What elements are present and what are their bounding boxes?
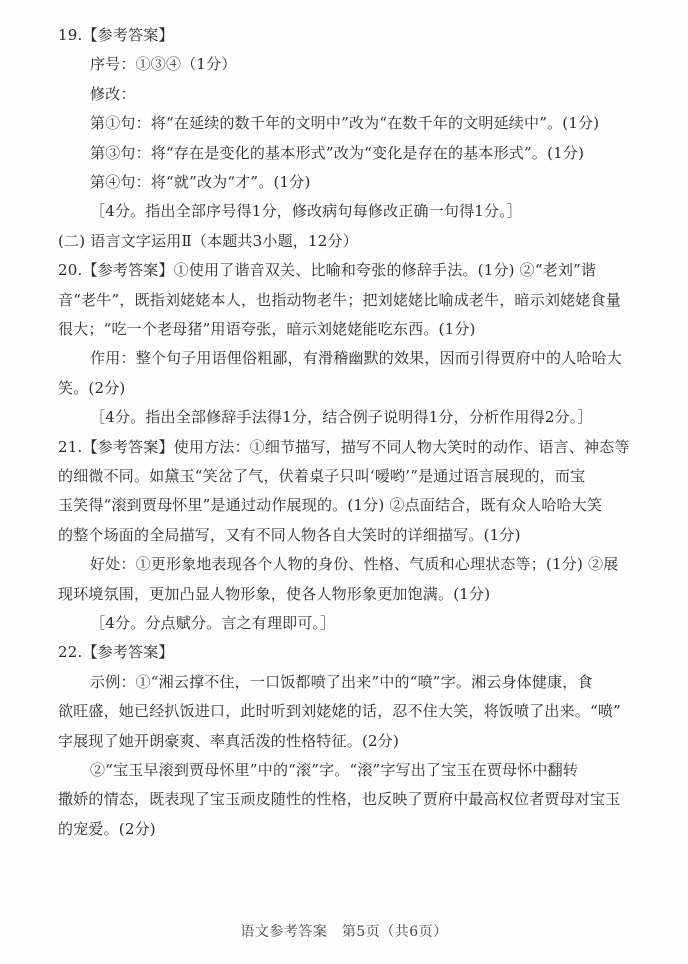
text-line: 的整个场面的全局描写，又有不同人物各自大笑时的详细描写。(1分) bbox=[58, 525, 521, 544]
text-line: ②“宝玉早滚到贾母怀里”中的“滚”字。“滚”字写出了宝玉在贾母怀中翻转 bbox=[90, 761, 579, 779]
text-line: 字展现了她开朗豪爽、率真活泼的性格特征。(2分) bbox=[58, 731, 400, 750]
text-line: ［4分。分点赋分。言之有理即可。］ bbox=[90, 614, 336, 632]
text-line: 第③句：将“存在是变化的基本形式”改为“变化是存在的基本形式”。(1分) bbox=[90, 143, 585, 162]
text-line: (二) 语言文字运用Ⅱ（本题共3小题，12分） bbox=[58, 231, 358, 250]
text-line: 现环境氛围，更加凸显人物形象，使各人物形象更加饱满。(1分) bbox=[58, 584, 491, 603]
text-line: 的宠爱。(2分) bbox=[58, 819, 156, 838]
text-line: 第④句：将“就”改为“才”。(1分) bbox=[90, 173, 311, 191]
page-footer: 语文参考答案 第5页（共6页） bbox=[240, 924, 448, 940]
text-line: 玉笑得“滚到贾母怀里”是通过动作展现的。(1分) ②点面结合，既有众人哈哈大笑 bbox=[58, 496, 603, 515]
text-line: 序号：①③④（1分） bbox=[90, 55, 237, 74]
text-line: 修改： bbox=[90, 84, 136, 103]
text-line: 音“老牛”，既指刘姥姥本人，也指动物老牛；把刘姥姥比喻成老牛，暗示刘姥姥食量 bbox=[58, 290, 621, 309]
text-line: ［4分。指出全部序号得1分，修改病句每修改正确一句得1分。］ bbox=[90, 202, 523, 221]
text-line: ［4分。指出全部修辞手法得1分，结合例子说明得1分，分析作用得2分。］ bbox=[90, 408, 593, 427]
text-line: 笑。(2分) bbox=[58, 378, 126, 397]
text-line: 第①句：将“在延续的数千年的文明中”改为“在数千年的文明延续中”。(1分) bbox=[90, 114, 600, 133]
text-line: 很大；“吃一个老母猪”用语夸张，暗示刘姥姥能吃东西。(1分) bbox=[58, 320, 476, 338]
text-line: 21.【参考答案】使用方法：①细节描写，描写不同人物大笑时的动作、语言、神态等 bbox=[58, 437, 630, 456]
text-line: 的细微不同。如黛玉“笑岔了气，伏着桌子只叫‘嗳哟’”是通过语言展现的，而宝 bbox=[58, 467, 586, 485]
text-line: 示例：①“湘云撑不住，一口饭都喷了出来”中的“喷”字。湘云身体健康，食 bbox=[90, 672, 593, 691]
text-line: 撒娇的情态，既表现了宝玉顽皮随性的性格，也反映了贾府中最高权位者贾母对宝玉 bbox=[58, 790, 621, 809]
text-line: 欲旺盛，她已经扒饭进口，此时听到刘姥姥的话，忍不住大笑，将饭喷了出来。“喷” bbox=[58, 702, 621, 721]
text-line: 19.【参考答案】 bbox=[58, 26, 174, 44]
text-line: 20.【参考答案】①使用了谐音双关、比喻和夸张的修辞手法。(1分) ②“老刘”谐 bbox=[58, 261, 597, 280]
text-line: 作用：整个句子用语俚俗粗鄙，有滑稽幽默的效果，因而引得贾府中的人哈哈大 bbox=[90, 349, 623, 368]
text-line: 好处：①更形象地表现各个人物的身份、性格、气质和心理状态等；(1分) ②展 bbox=[90, 555, 619, 574]
text-line: 22.【参考答案】 bbox=[58, 643, 174, 662]
